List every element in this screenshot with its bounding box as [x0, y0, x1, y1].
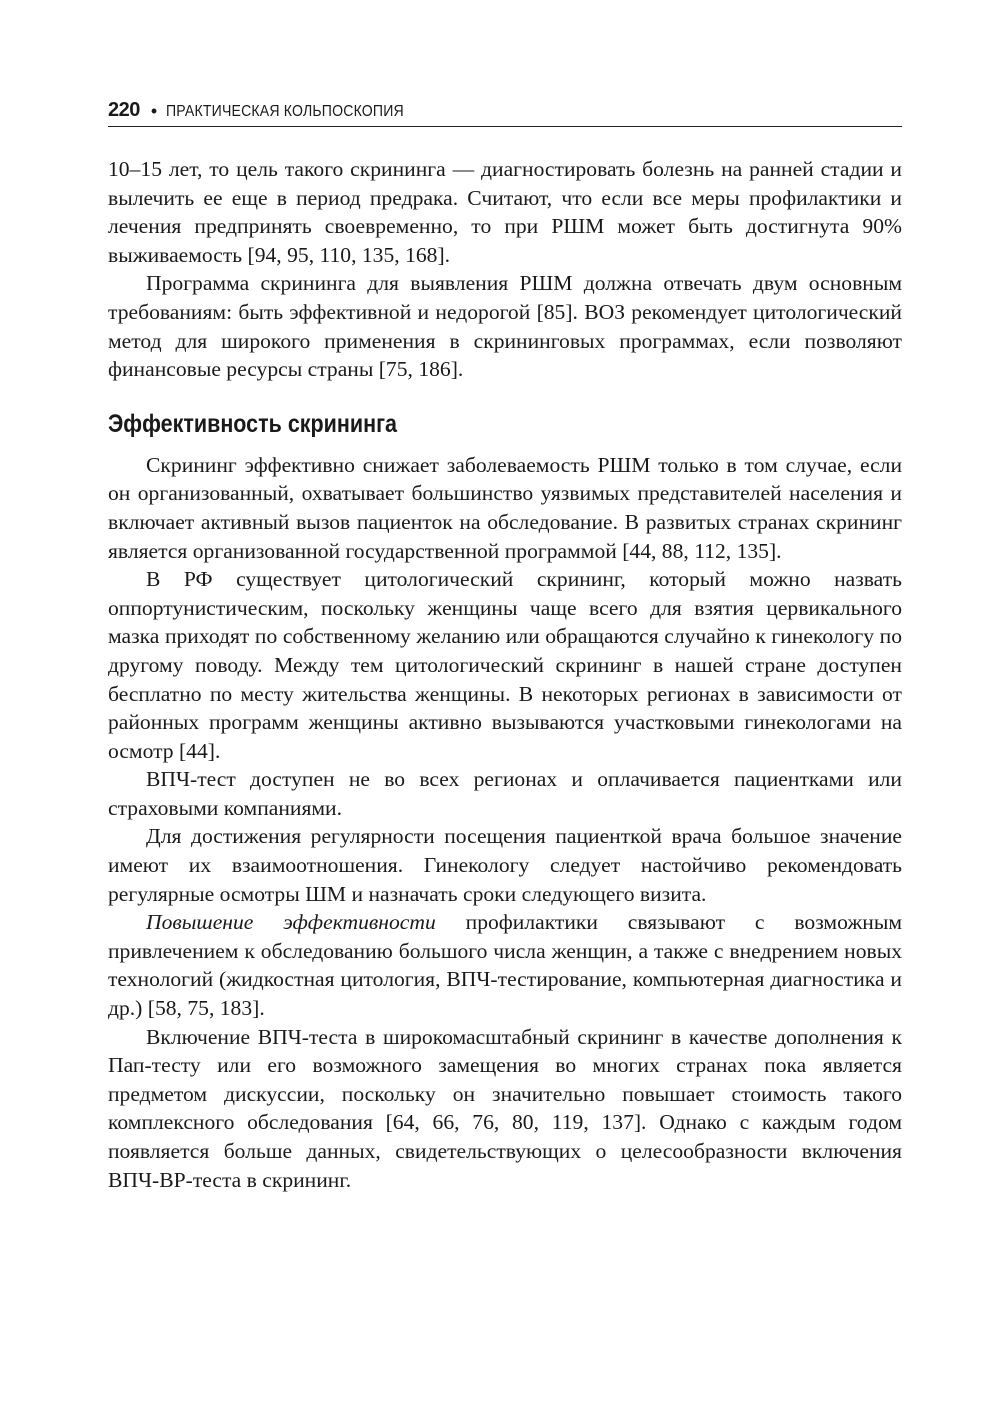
- body-paragraph-4: Для достижения регулярности посещения пациенткой врача большое значение имеют их взаимоотношения. Гинекологу следует настойчиво рекомендовать регулярные осмотры ШМ и назначать сроки следующего визита.: [108, 824, 902, 906]
- header-bullet: •: [150, 101, 158, 121]
- running-title: ПРАКТИЧЕСКАЯ КОЛЬПОСКОПИЯ: [166, 103, 405, 120]
- body-paragraph-3: ВПЧ-тест доступен не во всех регионах и оплачивается пациентками или страховыми компаниями.: [108, 767, 902, 820]
- body-paragraph-2: В РФ существует цитологический скрининг, который можно назвать оппортунистическим, поскольку женщины чаще всего для взятия цервикального мазка приходят по собственному желанию или обращаются случайно к гинекологу по другому поводу. Между тем цитологический скрининг в нашей стране доступен бесплатно по месту жительства женщины. В некоторых регионах в зависимости от районных программ женщины активно вызываются участковыми гинекологами на осмотр [44].: [108, 567, 902, 763]
- section-heading: Эффективность скрининга: [108, 409, 398, 438]
- emphasis-term: Повышение эффективности: [146, 910, 436, 935]
- intro-paragraph: Программа скрининга для выявления РШМ должна отвечать двум основным требованиям: быть эффективной и недорогой [85]. ВОЗ рекомендует цитологический метод для широкого применения в скрининговых программах, если позволяют финансовые ресурсы страны [75, 186].: [108, 271, 902, 382]
- body-paragraph-5-text: профилактики связывают с возможным привлечением к обследованию большого числа женщин, а также с внедрением новых технологий (жидкостная цитология, ВПЧ-тестирование, компьютерная диагностика и др.) [58, 75, 183].: [108, 910, 902, 1021]
- running-header: [108, 96, 902, 127]
- page-body: [108, 155, 902, 1194]
- body-paragraph-5: [108, 908, 902, 1022]
- body-paragraph-1: Скрининг эффективно снижает заболеваемость РШМ только в том случае, если он организованный, охватывает большинство уязвимых представителей населения и включает активный вызов пациенток на обследование. В развитых странах скрининг является организованной государственной программой [44, 88, 112, 135].: [108, 452, 902, 563]
- page-number: 220: [108, 99, 140, 121]
- intro-paragraph-continued: 10–15 лет, то цель такого скрининга — диагностировать болезнь на ранней стадии и вылечить ее еще в период предрака. Считают, что если все меры профилактики и лечения предпринять своевременно, то при РШМ может быть достигнута 90% выживаемость [94, 95, 110, 135, 168].: [108, 157, 902, 267]
- body-paragraph-6: Включение ВПЧ-теста в широкомасштабный скрининг в качестве дополнения к Пап-тесту или его возможного замещения во многих странах пока является предметом дискуссии, поскольку он значительно повышает стоимость такого комплексного обследования [64, 66, 76, 80, 119, 137]. Однако с каждым годом появляется больше данных, свидетельствующих о целесообразности включения ВПЧ-ВР-теста в скрининг.: [108, 1024, 902, 1192]
